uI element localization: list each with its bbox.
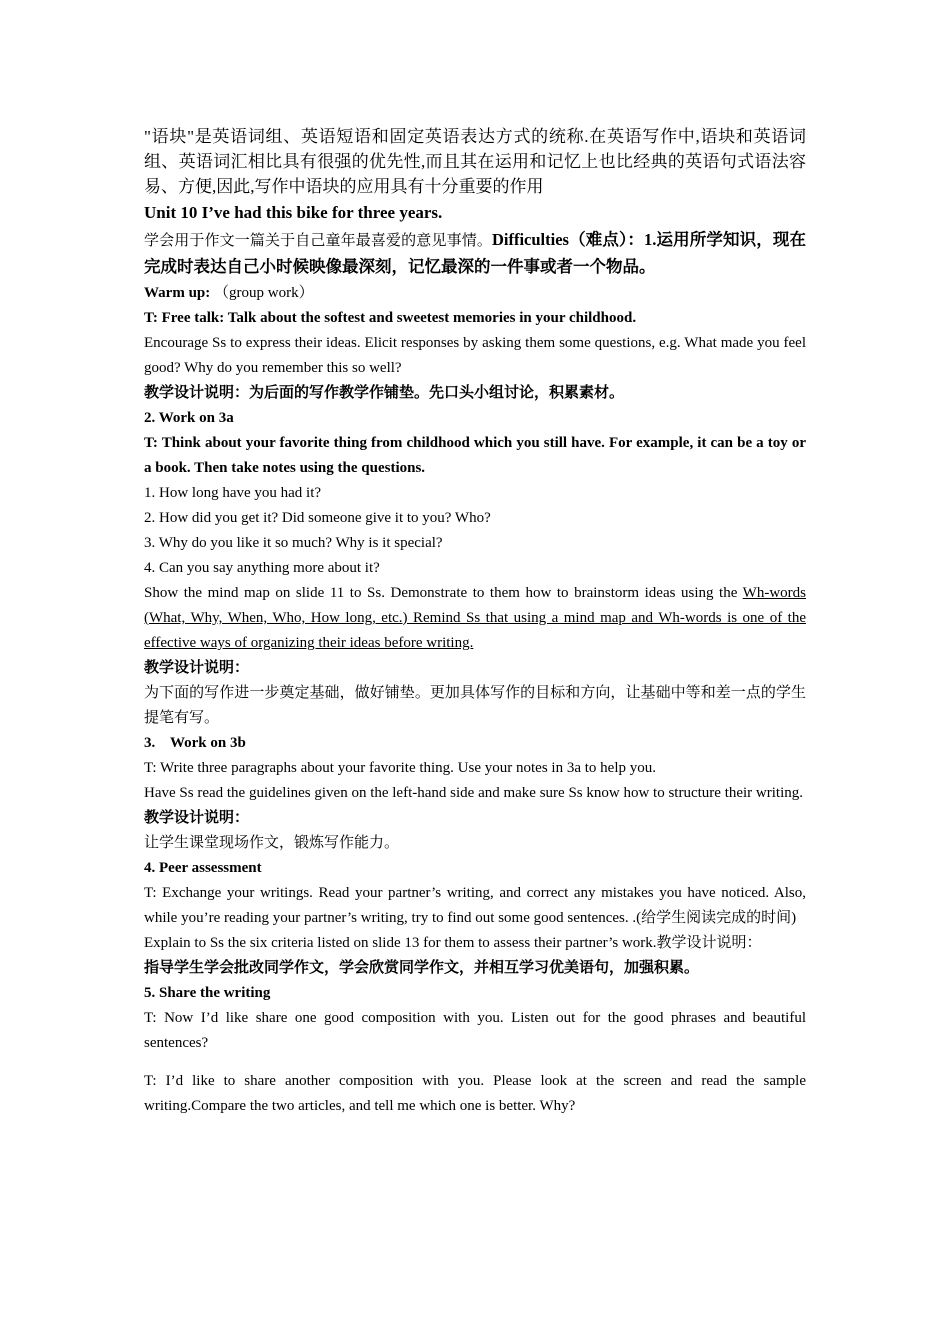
encourage-paragraph: Encourage Ss to express their ideas. Elicit responses by asking them some questions, e.g. What made you feel good? Why do you remember this so well? <box>144 335 806 376</box>
guidelines-paragraph: Have Ss read the guidelines given on the left-hand side and make sure Ss know how to structure their writing. <box>144 785 804 801</box>
question-1: 1. How long have you had it? <box>144 485 322 501</box>
design-note-3-text: 让学生课堂现场作文，锻炼写作能力。 <box>144 835 400 851</box>
think-paragraph: T: Think about your favorite thing from childhood which you still have. For example, it can be a toy or a book. Then take notes using the questions. <box>144 435 806 476</box>
design-note-2-text: 为下面的写作进一步奠定基础，做好铺垫。更加具体写作的目标和方向，让基础中等和差一点的学生提笔有写。 <box>144 685 806 726</box>
explain-paragraph: Explain to Ss the six criteria listed on slide 13 for them to assess their partner’s work.教学设计说明： <box>144 935 762 951</box>
write-paragraph: T: Write three paragraphs about your favorite thing. Use your notes in 3a to help you. <box>144 760 656 776</box>
objective-text: 学会用于作文一篇关于自己童年最喜爱的意见事情。 <box>144 233 492 249</box>
paragraph-gap <box>144 1056 806 1069</box>
exchange-paragraph: T: Exchange your writings. Read your partner’s writing, and correct any mistakes you have noticed. Also, while you’re reading your partner’s writing, try to find out some good sentences. .(给学生阅读完成的时间) <box>144 885 806 926</box>
warmup-label: Warm up: <box>144 285 211 301</box>
mindmap-paragraph <box>144 581 806 656</box>
mindmap-underlined-text: Wh-words (What, Why, When, Who, How long, etc.) Remind Ss that using a mind map and Wh-words is one of the effective ways of organizing their ideas before writing. <box>144 585 806 651</box>
question-3: 3. Why do you like it so much? Why is it special? <box>144 535 443 551</box>
document-page <box>144 124 806 1119</box>
section-4-heading: 4. Peer assessment <box>144 860 262 876</box>
section-2-heading: 2. Work on 3a <box>144 410 234 426</box>
warmup-note: （group work） <box>214 285 314 301</box>
question-2: 2. How did you get it? Did someone give it to you? Who? <box>144 510 491 526</box>
free-talk-line: T: Free talk: Talk about the softest and sweetest memories in your childhood. <box>144 310 637 326</box>
difficulties-text: Difficulties（难点）：1.运用所学知识，现在完成时表达自己小时候映像最深刻，记忆最深的一件事或者一个物品。 <box>144 230 806 276</box>
design-note-4: 指导学生学会批改同学作文，学会欣赏同学作文，并相互学习优美语句，加强积累。 <box>144 960 700 976</box>
section-3-heading: 3. Work on 3b <box>144 735 246 751</box>
unit-title: Unit 10 I’ve had this bike for three years. <box>144 203 443 222</box>
objective-paragraph <box>144 227 806 281</box>
design-note-2-label: 教学设计说明： <box>144 660 250 676</box>
share-paragraph-1: T: Now I’d like share one good composition with you. Listen out for the good phrases and beautiful sentences? <box>144 1010 806 1051</box>
design-note-1: 教学设计说明：为后面的写作教学作铺垫。先口头小组讨论，积累素材。 <box>144 385 625 401</box>
design-note-3-label: 教学设计说明： <box>144 810 250 826</box>
share-paragraph-2: T: I’d like to share another composition with you. Please look at the screen and read the sample writing.Compare the two articles, and tell me which one is better. Why? <box>144 1073 806 1114</box>
mindmap-plain-text: Show the mind map on slide 11 to Ss. Demonstrate to them how to brainstorm ideas using the <box>144 585 743 601</box>
intro-paragraph: "语块"是英语词组、英语短语和固定英语表达方式的统称.在英语写作中,语块和英语词组、英语词汇相比具有很强的优先性,而且其在运用和记忆上也比经典的英语句式语法容易、方便,因此,写作中语块的应用具有十分重要的作用 <box>144 127 806 196</box>
question-4: 4. Can you say anything more about it? <box>144 560 380 576</box>
warmup-line <box>144 281 806 306</box>
section-5-heading: 5. Share the writing <box>144 985 271 1001</box>
